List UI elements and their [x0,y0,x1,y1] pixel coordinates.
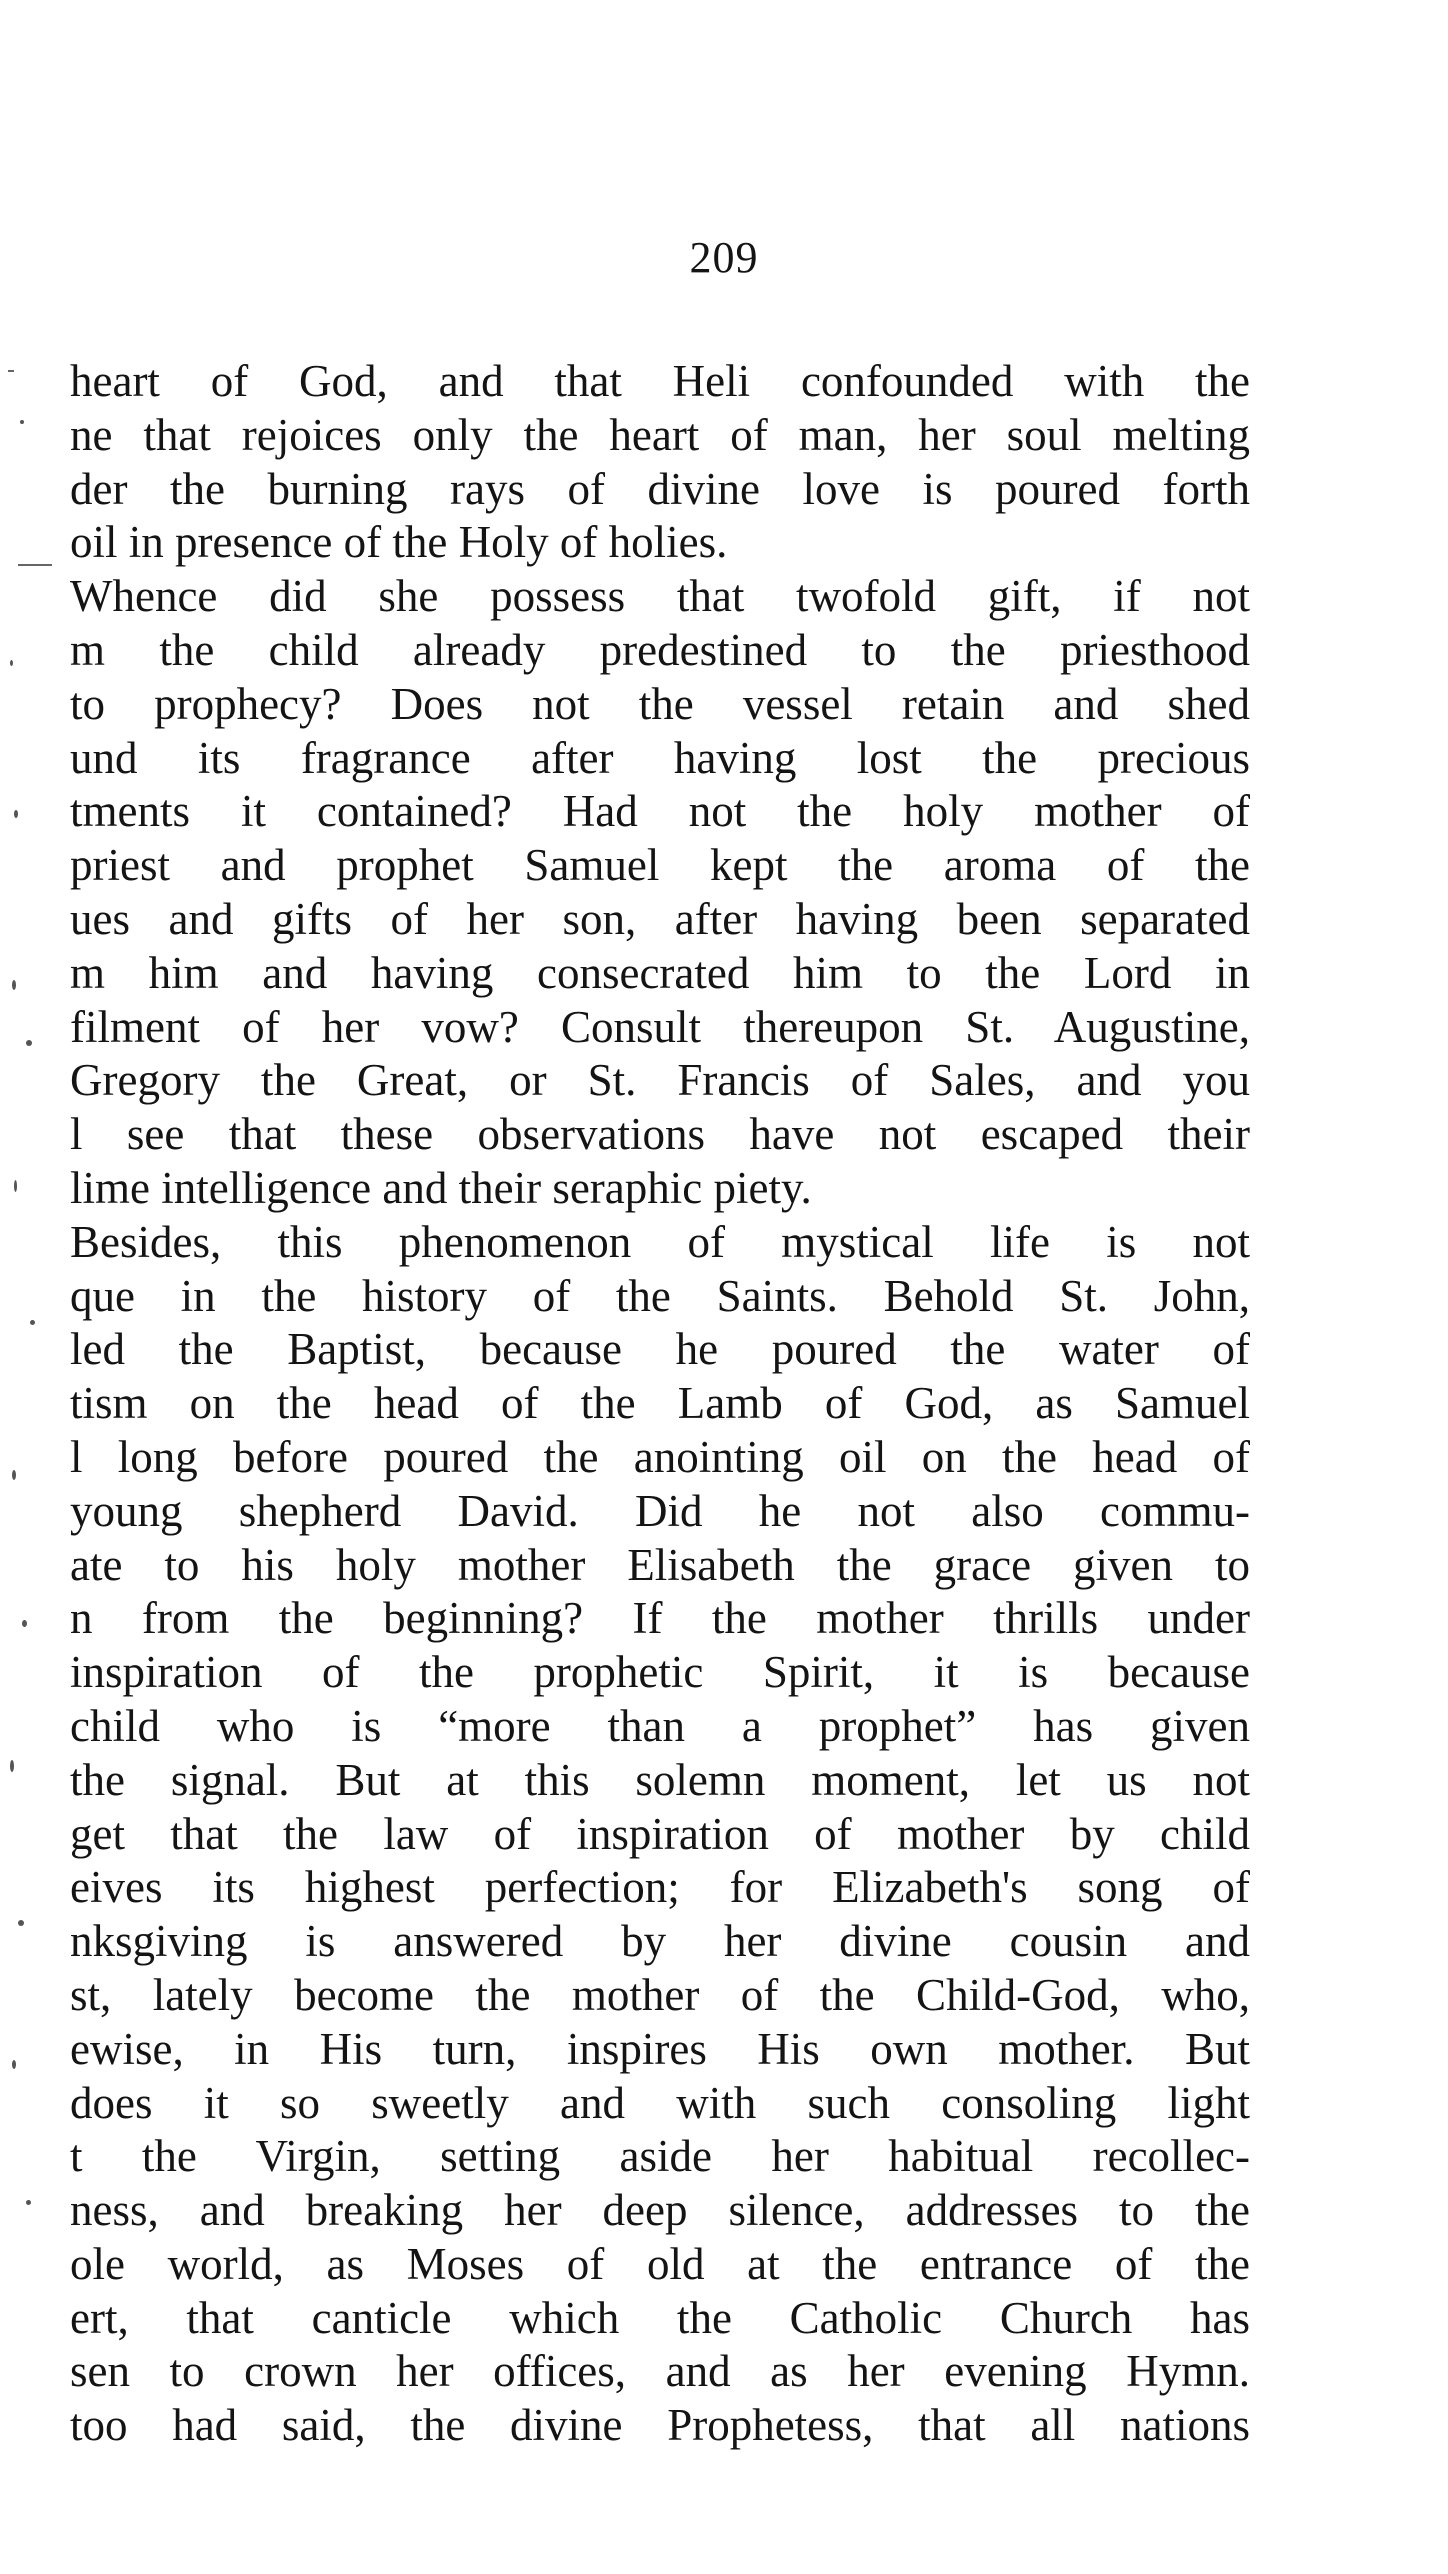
text-line: ewise, in His turn, inspires His own mother. But [70,2023,1250,2074]
text-line: n from the beginning? If the mother thrills under [70,1593,1250,1644]
margin-marks [0,340,68,2260]
text-line: tism on the head of the Lamb of God, as Samuel [70,1378,1250,1429]
text-line: lime intelligence and their seraphic piety. [70,1162,812,1213]
margin-mark [14,1180,17,1192]
text-line: heart of God, and that Heli confounded with the [70,356,1250,406]
text-line: m him and having consecrated him to the Lord in [70,947,1250,998]
text-line: l see that these observations have not escaped their [70,1109,1250,1160]
text-line: Whence did she possess that twofold gift, if not [70,571,1250,622]
text-line: ate to his holy mother Elisabeth the grace given to [70,1539,1250,1590]
text-line: st, lately become the mother of the Child-God, who, [70,1969,1250,2020]
text-line: der the burning rays of divine love is poured forth [70,463,1250,514]
text-line: does it so sweetly and with such consoling light [70,2077,1250,2128]
text-line: eives its highest perfection; for Elizabeth's song of [70,1862,1250,1913]
margin-mark [22,1620,27,1627]
text-line: tments it contained? Had not the holy mother of [70,786,1250,837]
text-line: ne that rejoices only the heart of man, her soul melting [70,409,1250,460]
text-line: priest and prophet Samuel kept the aroma of the [70,840,1250,891]
text-line: ues and gifts of her son, after having been separated [70,893,1250,944]
text-line: l long before poured the anointing oil on the head of [70,1431,1250,1482]
margin-mark [18,564,52,566]
text-line: filment of her vow? Consult thereupon St. Augustine, [70,1001,1250,1052]
text-line: inspiration of the prophetic Spirit, it is because [70,1647,1250,1698]
text-line: que in the history of the Saints. Behold St. John, [70,1270,1250,1321]
text-line: too had said, the divine Prophetess, that all nations [70,2400,1250,2451]
text-line: get that the law of inspiration of mother by child [70,1808,1250,1859]
text-line: und its fragrance after having lost the precious [70,732,1250,783]
margin-mark [8,370,14,372]
text-line: ert, that canticle which the Catholic Church has [70,2292,1250,2343]
margin-mark [12,1470,16,1480]
text-line: ole world, as Moses of old at the entrance of the [70,2238,1250,2289]
margin-mark [14,810,18,818]
text-line: Besides, this phenomenon of mystical life is not [70,1216,1250,1267]
margin-mark [20,420,24,424]
text-line: Gregory the Great, or St. Francis of Sales, and you [70,1055,1250,1106]
margin-mark [10,1760,14,1772]
margin-mark [10,660,13,666]
text-line: the signal. But at this solemn moment, let us not [70,1754,1250,1805]
text-line: ness, and breaking her deep silence, addresses to the [70,2185,1250,2236]
body-text [70,355,1250,2453]
text-line: oil in presence of the Holy of holies. [70,517,728,568]
margin-mark [12,2060,16,2069]
margin-mark [18,1920,24,1926]
text-line: nksgiving is answered by her divine cousin and [70,1916,1250,1967]
text-line: young shepherd David. Did he not also commu- [70,1485,1250,1536]
margin-mark [30,1320,35,1325]
text-line: to prophecy? Does not the vessel retain and shed [70,678,1250,729]
text-line: t the Virgin, setting aside her habitual recollec- [70,2131,1250,2182]
text-line: m the child already predestined to the priesthood [70,624,1250,675]
text-line: sen to crown her offices, and as her evening Hymn. [70,2346,1250,2397]
text-line: child who is “more than a prophet” has given [70,1700,1250,1751]
margin-mark [26,2200,31,2205]
margin-mark [12,980,16,990]
page-number: 209 [689,233,759,282]
margin-mark [26,1040,32,1046]
text-line: led the Baptist, because he poured the water of [70,1324,1250,1375]
